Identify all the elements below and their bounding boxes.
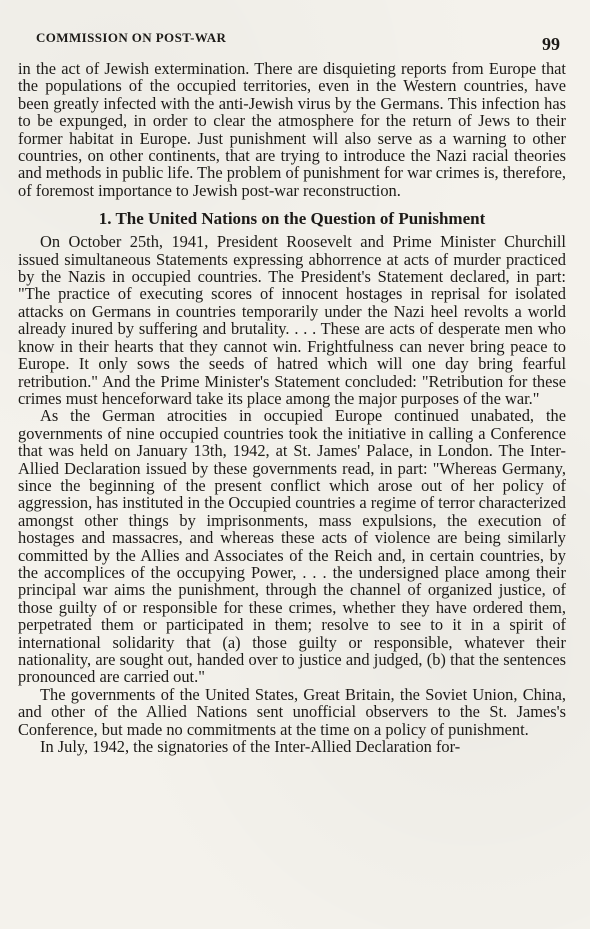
paragraph-5: In July, 1942, the signatories of the Inter-Allied Declaration for- bbox=[40, 737, 461, 757]
paragraph-3: As the German atrocities in occupied Europe continued unabated, the governments of nine occupied countries took the initiative in calling a Conference that was held on January 13th, 1942, at St. James' Palace, in London. The Inter-Allied Declaration issued by these governments read, in part: "Whereas Germany, since the beginning of the present conflict which arose out of her policy of aggression, has instituted in the Occupied countries a regime of terror characterized amongst other things by imprisonments, mass expulsions, the execution of hostages and massacres, and whereas these acts of violence are being similarly committed by the Allies and Associates of the Reich and, in certain countries, by the accomplices of the occupying Power, . . . the undersigned place among their principal war aims the punishment, through the channel of organized justice, of those guilty of or responsible for these crimes, whether they have ordered them, perpetrated them or participated in them; resolve to see to it in a spirit of international solidarity that (a) those guilty or responsible, whatever their nationality, are sought out, handed over to justice and judged, (b) that the sentences pronounced are carried out." bbox=[18, 406, 566, 687]
running-title: COMMISSION ON POST-WAR bbox=[36, 30, 227, 45]
running-header bbox=[18, 26, 566, 56]
page-number: 99 bbox=[542, 34, 560, 54]
section-heading: 1. The United Nations on the Question of Punishment bbox=[98, 209, 486, 229]
paragraph-1: in the act of Jewish extermination. There are disquieting reports from Europe that the populations of the occupied territories, even in the Western countries, have been greatly infected with the anti-Jewish virus by the Germans. This infection has to be expunged, in order to clear the atmosphere for the return of Jews to their former habitat in Europe. Just punishment will also serve as a warning to other countries, on other continents, that are trying to introduce the Nazi racial theories and methods in public life. The problem of punishment for war crimes is, therefore, of foremost importance to Jewish post-war reconstruction. bbox=[18, 59, 566, 200]
paragraph-4: The governments of the United States, Great Britain, the Soviet Union, China, and other of the Allied Nations sent unofficial observers to the St. James's Conference, but made no commitments at the time on a policy of punishment. bbox=[18, 684, 566, 739]
body-text bbox=[18, 60, 566, 755]
paragraph-2: On October 25th, 1941, President Roosevelt and Prime Minister Churchill issued simultaneous Statements expressing abhorrence at acts of murder practiced by the Nazis in occupied countries. The President's Statement declared, in part: "The practice of executing scores of innocent hostages in reprisal for isolated attacks on Germans in countries temporarily under the Nazi heel revolts a world already inured by suffering and brutality. . . . These are acts of desperate men who know in their hearts that they cannot win. Frightfulness can never bring peace to Europe. It only sows the seeds of hatred which will one day bring fearful retribution." And the Prime Minister's Statement concluded: "Retribution for these crimes must henceforward take its place among the major purposes of the war." bbox=[18, 232, 566, 408]
